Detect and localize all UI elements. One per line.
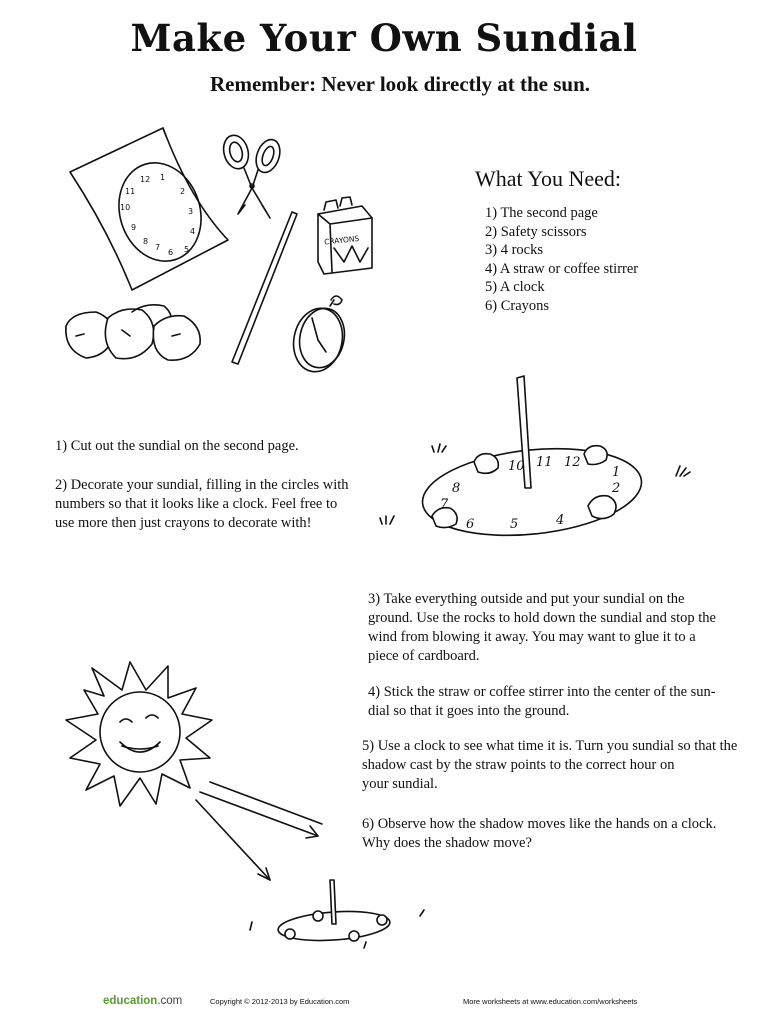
dial-number: 11 [536, 455, 553, 470]
supply-item: 6) Crayons [485, 297, 550, 314]
paper-clock-number: 6 [168, 248, 174, 257]
paper-clock-number: 9 [131, 223, 137, 232]
supply-item: 5) A clock [485, 279, 545, 296]
supply-item: 4) A straw or coffee stirrer [485, 260, 639, 277]
step-line: ground. Use the rocks to hold down the sundial and stop the [368, 610, 716, 626]
step-line: 1) Cut out the sundial on the second page. [55, 438, 299, 454]
step-line: use more then just crayons to decorate with! [55, 515, 312, 531]
step-line: 5) Use a clock to see what time it is. Turn you sundial so that the [362, 738, 738, 754]
supply-item: 3) 4 rocks [485, 242, 543, 259]
step-line: Why does the shadow move? [362, 835, 532, 851]
paper-clock-number: 8 [143, 237, 149, 246]
education-logo [103, 995, 182, 1007]
safety-reminder: Remember: Never look directly at the sun. [209, 72, 591, 96]
step-line: wind from blowing it away. You may want to glue it to a [368, 629, 696, 645]
step-line: piece of cardboard. [368, 648, 480, 664]
footer-copyright: Copyright © 2012-2013 by Education.com [210, 997, 350, 1006]
logo-main-text: education [103, 995, 158, 1007]
logo-suffix-text: .com [157, 995, 183, 1007]
supply-item: 1) The second page [485, 205, 598, 221]
dial-number: 8 [452, 481, 461, 496]
paper-clock-number: 10 [120, 203, 131, 212]
dial-number: 4 [556, 513, 565, 528]
footer-more-worksheets-link[interactable]: More worksheets at www.education.com/worksheets [463, 997, 638, 1006]
step-line: 3) Take everything outside and put your sundial on the [368, 591, 685, 607]
paper-clock-number: 2 [180, 187, 186, 196]
crayon-box-label: CRAYONS [323, 233, 360, 247]
step-line: 2) Decorate your sundial, filling in the circles with [55, 477, 349, 493]
step-line: dial so that it goes into the ground. [368, 703, 570, 719]
small-sundial-icon [250, 880, 424, 948]
step-line: 6) Observe how the shadow moves like the hands on a clock. [362, 816, 717, 832]
paper-clock-number: 1 [160, 173, 166, 182]
paper-clock-number: 4 [190, 227, 196, 236]
paper-clock-number: 3 [188, 207, 194, 216]
what-you-need-heading: What You Need: [475, 166, 622, 191]
dial-number: 5 [510, 517, 519, 532]
dial-number: 10 [508, 459, 525, 474]
dial-number: 2 [612, 481, 621, 496]
sun-ray-arrows [196, 782, 322, 880]
step-line: numbers so that it looks like a clock. Feel free to [55, 496, 338, 512]
paper-clock-number: 11 [125, 187, 136, 196]
dial-number: 12 [564, 455, 581, 470]
step-line: 4) Stick the straw or coffee stirrer into the center of the sun- [368, 684, 716, 700]
dial-number: 6 [466, 517, 475, 532]
dial-number: 1 [612, 465, 621, 480]
supply-item: 2) Safety scissors [485, 223, 587, 240]
page-title: Make Your Own Sundial [130, 16, 638, 60]
step-line: shadow cast by the straw points to the correct hour on [362, 757, 675, 773]
paper-clock-number: 7 [155, 243, 161, 252]
paper-clock-number: 5 [184, 245, 190, 254]
smiling-sun-icon [66, 662, 212, 806]
dial-number: 7 [440, 497, 449, 512]
step-line: your sundial. [362, 776, 438, 792]
paper-clock-number: 12 [140, 175, 151, 184]
